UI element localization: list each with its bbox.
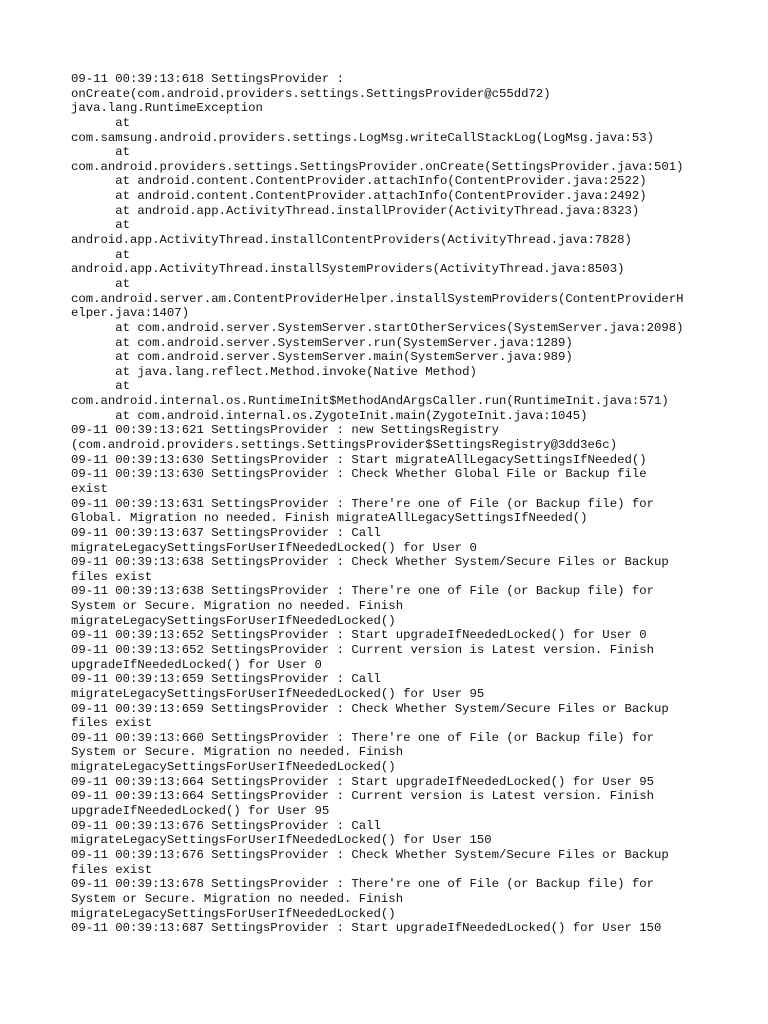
log-line: 09-11 00:39:13:630 SettingsProvider : Start migrateAllLegacySettingsIfNeeded() (71, 452, 647, 467)
log-line: System or Secure. Migration no needed. Finish (71, 599, 404, 614)
log-line: at com.android.server.SystemServer.run(SystemServer.java:1289) (71, 335, 573, 350)
log-line: 09-11 00:39:13:676 SettingsProvider : Check Whether System/Secure Files or Backup (71, 847, 669, 862)
log-line: 09-11 00:39:13:678 SettingsProvider : There're one of File (or Backup file) for (71, 877, 654, 892)
log-line: 09-11 00:39:13:652 SettingsProvider : Current version is Latest version. Finish (71, 642, 654, 657)
log-line: migrateLegacySettingsForUserIfNeededLocked() for User 0 (71, 540, 477, 555)
log-line: at com.android.server.SystemServer.main(SystemServer.java:989) (71, 350, 573, 365)
log-line: android.app.ActivityThread.installSystemProviders(ActivityThread.java:8503) (71, 262, 625, 277)
log-line: com.samsung.android.providers.settings.LogMsg.writeCallStackLog(LogMsg.java:53) (71, 130, 654, 145)
log-line: onCreate(com.android.providers.settings.SettingsProvider@c55dd72) (71, 86, 551, 101)
log-line: 09-11 00:39:13:659 SettingsProvider : Call (71, 672, 381, 687)
log-line: Global. Migration no needed. Finish migrateAllLegacySettingsIfNeeded() (71, 511, 588, 526)
log-line: files exist (71, 716, 153, 731)
log-line: elper.java:1407) (71, 306, 190, 321)
log-line: exist (71, 481, 108, 496)
log-line: 09-11 00:39:13:621 SettingsProvider : new SettingsRegistry (71, 423, 500, 438)
log-line: 09-11 00:39:13:631 SettingsProvider : There're one of File (or Backup file) for (71, 496, 654, 511)
log-line: upgradeIfNeededLocked() for User 0 (71, 657, 322, 672)
log-line: at android.content.ContentProvider.attachInfo(ContentProvider.java:2522) (71, 174, 647, 189)
log-line: 09-11 00:39:13:664 SettingsProvider : Current version is Latest version. Finish (71, 789, 654, 804)
log-line: at (71, 218, 131, 233)
log-line: com.android.internal.os.RuntimeInit$MethodAndArgsCaller.run(RuntimeInit.java:571) (71, 394, 669, 409)
log-line: 09-11 00:39:13:638 SettingsProvider : There're one of File (or Backup file) for (71, 584, 654, 599)
log-line: at (71, 276, 131, 291)
log-line: System or Secure. Migration no needed. Finish (71, 745, 404, 760)
log-line: com.android.providers.settings.SettingsProvider.onCreate(SettingsProvider.java:501) (71, 159, 684, 174)
log-line: at (71, 145, 131, 160)
log-line: (com.android.providers.settings.SettingsProvider$SettingsRegistry@3dd3e6c) (71, 438, 618, 453)
log-line: at (71, 247, 131, 262)
log-line: upgradeIfNeededLocked() for User 95 (71, 804, 330, 819)
log-line: 09-11 00:39:13:664 SettingsProvider : Start upgradeIfNeededLocked() for User 95 (71, 774, 654, 789)
log-line: com.android.server.am.ContentProviderHelper.installSystemProviders(ContentProviderH (71, 291, 684, 306)
log-line: files exist (71, 569, 153, 584)
log-line: 09-11 00:39:13:637 SettingsProvider : Call (71, 525, 381, 540)
log-line: at (71, 379, 131, 394)
log-line: files exist (71, 862, 153, 877)
log-line: 09-11 00:39:13:652 SettingsProvider : Start upgradeIfNeededLocked() for User 0 (71, 628, 647, 643)
log-line: 09-11 00:39:13:618 SettingsProvider : (71, 72, 345, 86)
log-line: at java.lang.reflect.Method.invoke(Native Method) (71, 364, 477, 379)
log-line: 09-11 00:39:13:660 SettingsProvider : There're one of File (or Backup file) for (71, 730, 654, 745)
log-line: java.lang.RuntimeException (71, 101, 263, 116)
log-line: at (71, 115, 131, 130)
log-line: migrateLegacySettingsForUserIfNeededLocked() (71, 613, 396, 628)
log-line: at android.content.ContentProvider.attachInfo(ContentProvider.java:2492) (71, 189, 647, 204)
log-line: 09-11 00:39:13:659 SettingsProvider : Check Whether System/Secure Files or Backup (71, 701, 669, 716)
log-line: at com.android.internal.os.ZygoteInit.main(ZygoteInit.java:1045) (71, 408, 588, 423)
log-line: 09-11 00:39:13:638 SettingsProvider : Check Whether System/Secure Files or Backup (71, 555, 669, 570)
log-line: migrateLegacySettingsForUserIfNeededLocked() (71, 906, 396, 921)
log-line: 09-11 00:39:13:687 SettingsProvider : Start upgradeIfNeededLocked() for User 150 (71, 921, 662, 936)
log-line: System or Secure. Migration no needed. Finish (71, 891, 404, 906)
log-line: migrateLegacySettingsForUserIfNeededLocked() (71, 760, 396, 775)
log-line: at com.android.server.SystemServer.startOtherServices(SystemServer.java:2098) (71, 320, 684, 335)
log-line: android.app.ActivityThread.installContentProviders(ActivityThread.java:7828) (71, 233, 632, 248)
log-text-block (71, 72, 701, 936)
log-line: 09-11 00:39:13:630 SettingsProvider : Check Whether Global File or Backup file (71, 467, 647, 482)
log-line: at android.app.ActivityThread.installProvider(ActivityThread.java:8323) (71, 203, 640, 218)
log-line: 09-11 00:39:13:676 SettingsProvider : Call (71, 818, 381, 833)
log-line: migrateLegacySettingsForUserIfNeededLocked() for User 150 (71, 833, 492, 848)
log-line: migrateLegacySettingsForUserIfNeededLocked() for User 95 (71, 686, 485, 701)
